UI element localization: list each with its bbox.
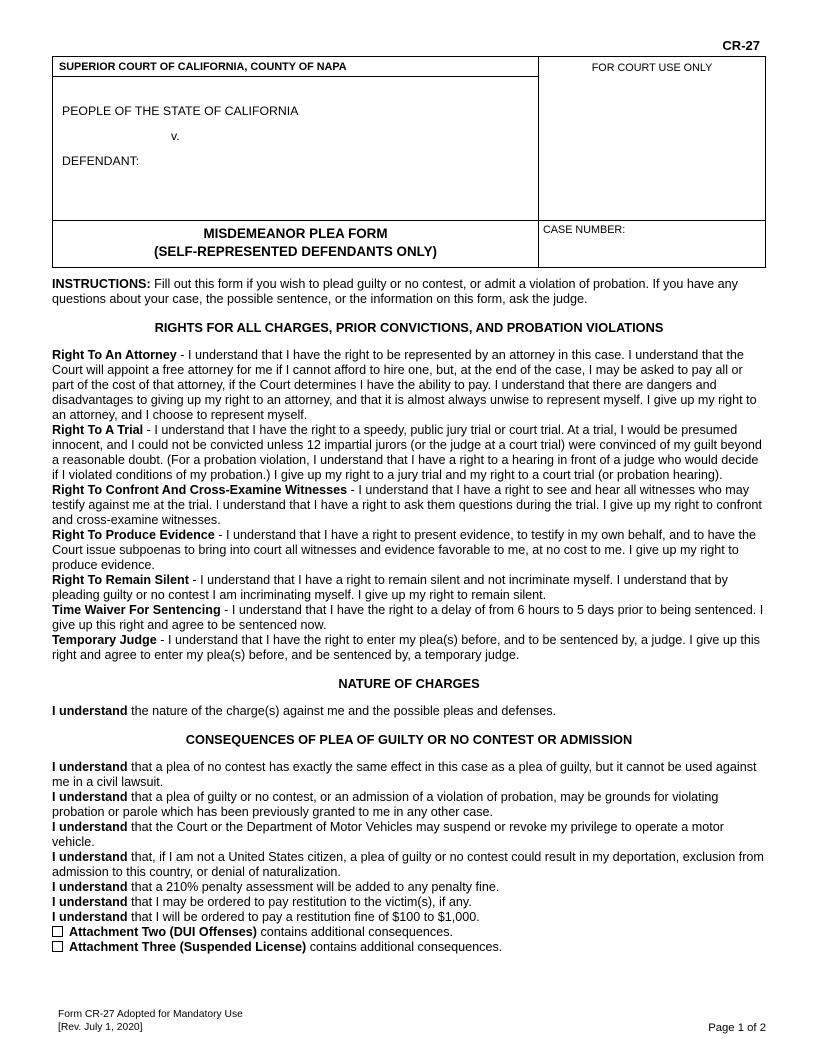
caption-box <box>52 56 766 268</box>
temporary-judge-paragraph <box>52 633 766 663</box>
case-number-label: CASE NUMBER: <box>543 224 626 236</box>
consequence-paragraph <box>52 820 766 850</box>
nature-section-heading: NATURE OF CHARGES <box>338 676 480 691</box>
case-number-cell[interactable] <box>539 220 765 267</box>
consequence-lead: I understand <box>52 820 128 834</box>
consequence-paragraph <box>52 910 766 925</box>
consequence-text: that a 210% penalty assessment will be added to any penalty fine. <box>127 880 500 894</box>
right-confront-paragraph <box>52 483 766 528</box>
attachment-two-checkbox[interactable] <box>52 926 63 937</box>
consequence-lead: I understand <box>52 760 128 774</box>
consequence-text: that I will be ordered to pay a restitution fine of $100 to $1,000. <box>127 910 480 924</box>
caption-left-cell <box>53 57 539 220</box>
page-number: Page 1 of 2 <box>708 1022 766 1034</box>
court-use-only-label: FOR COURT USE ONLY <box>591 62 713 74</box>
consequence-text: that a plea of no contest has exactly the same effect in this case as a plea of guilty, but it cannot be used against me in a civil lawsuit. <box>52 760 757 789</box>
defendant-label <box>62 152 538 168</box>
consequence-text: that the Court or the Department of Motor Vehicles may suspend or revoke my privilege to operate a motor vehicle. <box>52 820 724 849</box>
form-body <box>52 277 766 955</box>
defendant-label-text: DEFENDANT: <box>62 154 140 168</box>
right-silent-paragraph <box>52 573 766 603</box>
form-title-line2: (SELF-REPRESENTED DEFENDANTS ONLY) <box>154 244 437 259</box>
attachment-three-checkbox[interactable] <box>52 941 63 952</box>
right-text: - I understand that I have the right to a speedy, public jury trial or court trial. At a trial, I would be presumed innocent, and I could not be convicted unless 12 impartial jurors (or the judge at a court trial) were convinced of my guilt beyond a reasonable doubt. (For a probation violation, I understand that I have a right to a hearing in front of a judge who would decide if I violated conditions of my probation.) I give up my right to a jury trial and my right to a court trial (or probation hearing). <box>52 423 762 482</box>
right-trial-paragraph <box>52 423 766 483</box>
attachment-lead: Attachment Three (Suspended License) <box>69 940 307 954</box>
consequence-lead: I understand <box>52 895 128 909</box>
plaintiff-name: PEOPLE OF THE STATE OF CALIFORNIA <box>62 104 299 118</box>
court-name: SUPERIOR COURT OF CALIFORNIA, COUNTY OF NAPA <box>53 57 538 77</box>
footer-form-info <box>52 1009 243 1034</box>
consequence-text: that a plea of guilty or no contest, or an admission of a violation of probation, may be grounds for violating probation or parole which has been previously granted to me in any other case. <box>52 790 719 819</box>
consequence-paragraph <box>52 790 766 820</box>
right-lead: Temporary Judge <box>52 633 157 647</box>
right-evidence-paragraph <box>52 528 766 573</box>
consequence-paragraph <box>52 895 766 910</box>
consequence-lead: I understand <box>52 910 128 924</box>
right-text: - I understand that I have a right to see and hear all witnesses who may testify against me at the trial. I understand that I have a right to ask them questions during the trial. I give up my right to confront and cross-examine witnesses. <box>52 483 762 527</box>
attachment-lead: Attachment Two (DUI Offenses) <box>69 925 257 939</box>
right-text: - I understand that I have the right to be represented by an attorney in this case. I understand that the Court will appoint a free attorney for me if I cannot afford to hire one, but, at the end of the case, I may be asked to pay all or part of the cost of that attorney, if the Court determines I have the ability to pay. I understand that there are dangers and disadvantages to giving up my right to an attorney, and that it is almost always unwise to represent myself. I give up my right to an attorney, and I choose to represent myself. <box>52 348 757 422</box>
form-code: CR-27 <box>722 38 760 53</box>
footer-adoption-line: Form CR-27 Adopted for Mandatory Use <box>58 1009 243 1020</box>
form-title-line1: MISDEMEANOR PLEA FORM <box>203 226 388 241</box>
consequence-paragraph <box>52 850 766 880</box>
consequence-paragraph <box>52 880 766 895</box>
consequences-section-heading: CONSEQUENCES OF PLEA OF GUILTY OR NO CONTEST OR ADMISSION <box>185 732 633 747</box>
right-lead: Right To Produce Evidence <box>52 528 215 542</box>
attachment-two-line <box>52 925 766 940</box>
right-lead: Right To A Trial <box>52 423 144 437</box>
consequence-text: that I may be ordered to pay restitution to the victim(s), if any. <box>127 895 472 909</box>
form-title-cell <box>53 220 539 267</box>
right-lead: Right To Remain Silent <box>52 573 189 587</box>
attachment-text: contains additional consequences. <box>306 940 503 954</box>
attachment-three-line <box>52 940 766 955</box>
nature-lead: I understand <box>52 704 128 718</box>
versus-label: v. <box>171 129 180 143</box>
consequence-lead: I understand <box>52 790 128 804</box>
instructions-text: Fill out this form if you wish to plead guilty or no contest, or admit a violation of probation. If you have any questions about your case, the possible sentence, or the information on this form, ask the judge. <box>52 277 738 306</box>
instructions-paragraph <box>52 277 766 307</box>
nature-paragraph <box>52 704 766 719</box>
nature-text: the nature of the charge(s) against me and the possible pleas and defenses. <box>127 704 557 718</box>
rights-section-heading: RIGHTS FOR ALL CHARGES, PRIOR CONVICTIONS, AND PROBATION VIOLATIONS <box>154 320 664 335</box>
instructions-lead: INSTRUCTIONS: <box>52 277 151 291</box>
consequence-lead: I understand <box>52 880 128 894</box>
right-text: - I understand that I have the right to a delay of from 6 hours to 5 days prior to being sentenced. I give up this right and agree to be sentenced now. <box>52 603 764 632</box>
footer-revision-line: [Rev. July 1, 2020] <box>58 1021 143 1033</box>
consequence-lead: I understand <box>52 850 128 864</box>
right-attorney-paragraph <box>52 348 766 423</box>
right-text: - I understand that I have a right to present evidence, to testify in my own behalf, and to have the Court issue subpoenas to bring into court all witnesses and evidence favorable to me, at no cost to me. I give up my right to produce evidence. <box>52 528 756 572</box>
party-block <box>53 104 538 168</box>
consequence-text: that, if I am not a United States citizen, a plea of guilty or no contest could result in my deportation, exclusion from admission to this country, or denial of naturalization. <box>52 850 764 879</box>
right-text: - I understand that I have the right to enter my plea(s) before, and to be sentenced by, a judge. I give up this right and agree to enter my plea(s) before, and be sentenced by, a temporary judge. <box>52 633 760 662</box>
page-footer <box>52 1009 766 1034</box>
right-lead: Right To An Attorney <box>52 348 177 362</box>
time-waiver-paragraph <box>52 603 766 633</box>
right-lead: Right To Confront And Cross-Examine Witnesses <box>52 483 348 497</box>
defendant-name-field[interactable] <box>139 152 439 165</box>
court-use-only-cell <box>539 57 765 220</box>
consequence-paragraph <box>52 760 766 790</box>
right-text: - I understand that I have a right to remain silent and not incriminate myself. I understand that by pleading guilty or no contest I am incriminating myself. I give up my right to remain silent. <box>52 573 728 602</box>
right-lead: Time Waiver For Sentencing <box>52 603 221 617</box>
attachment-text: contains additional consequences. <box>256 925 454 939</box>
